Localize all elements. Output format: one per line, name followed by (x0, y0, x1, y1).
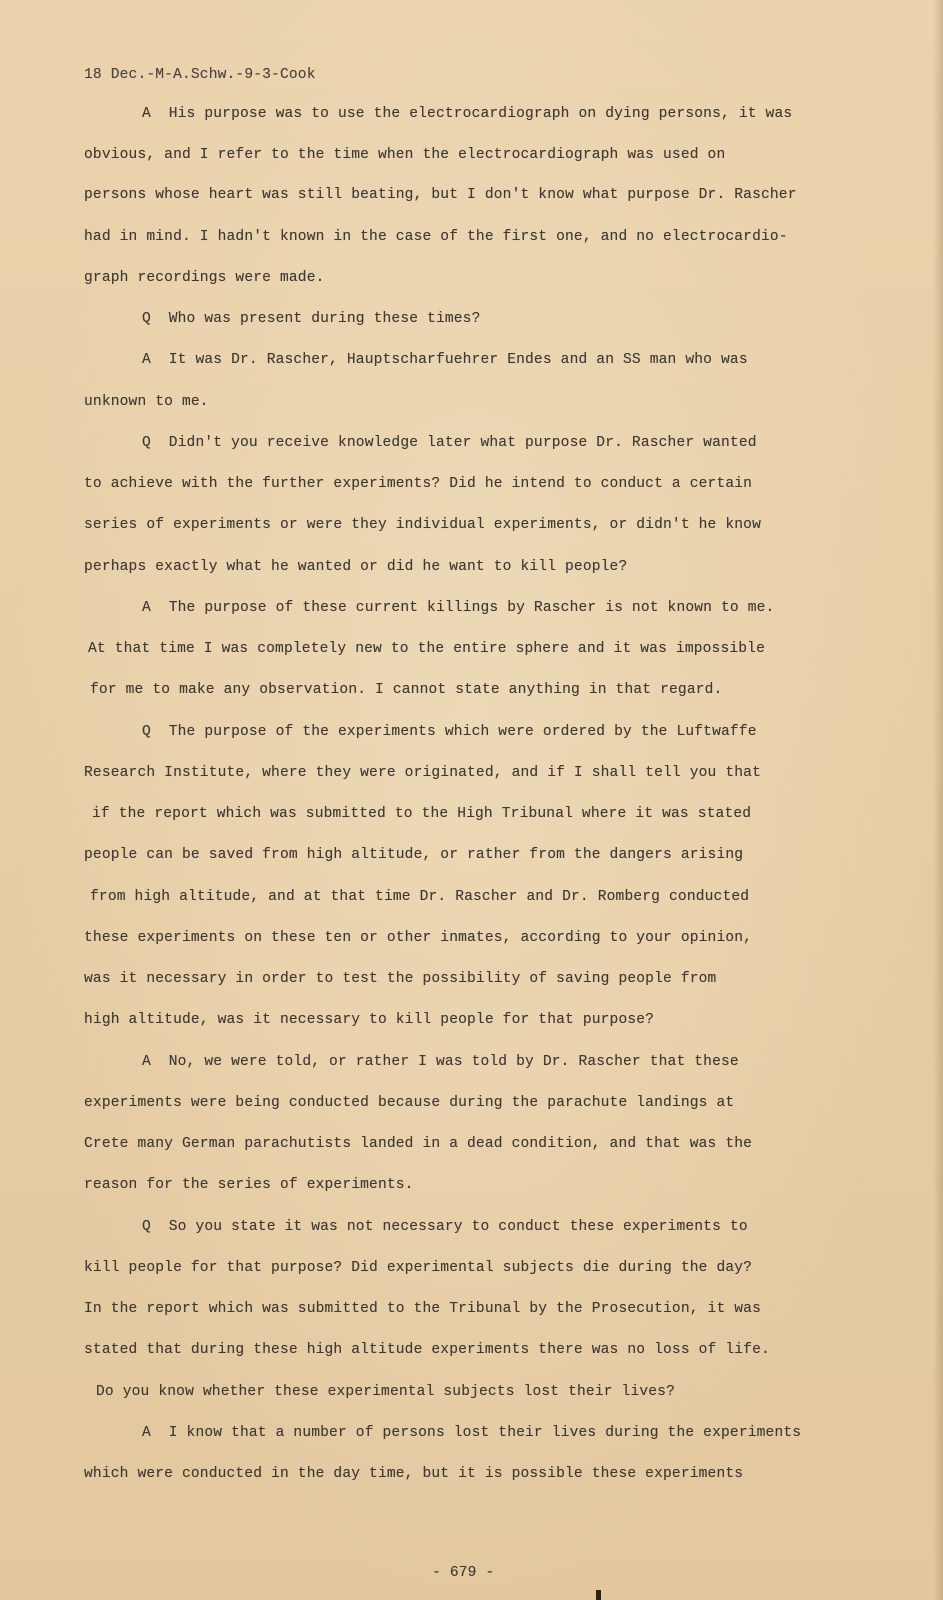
transcript-line: people can be saved from high altitude, or rather from the dangers arising (84, 847, 744, 863)
transcript-line: for me to make any observation. I cannot state anything in that regard. (90, 682, 723, 698)
transcript-line: was it necessary in order to test the possibility of saving people from (84, 971, 717, 987)
transcript-line: to achieve with the further experiments? Did he intend to conduct a certain (84, 476, 753, 492)
transcript-line: Q So you state it was not necessary to conduct these experiments to (142, 1219, 748, 1235)
page-header: 18 Dec.-M-A.Schw.-9-3-Cook (84, 67, 316, 83)
transcript-line: Do you know whether these experimental subjects lost their lives? (96, 1384, 675, 1400)
transcript-line: A The purpose of these current killings by Rascher is not known to me. (142, 600, 775, 616)
transcript-line: Q Who was present during these times? (142, 311, 481, 327)
binding-mark (596, 1590, 601, 1600)
transcript-line: which were conducted in the day time, but it is possible these experiments (84, 1466, 744, 1482)
transcript-line: Crete many German parachutists landed in a dead condition, and that was the (84, 1136, 753, 1152)
transcript-line: unknown to me. (84, 394, 209, 410)
transcript-line: A His purpose was to use the electrocardiograph on dying persons, it was (142, 106, 793, 122)
transcript-line: experiments were being conducted because during the parachute landings at (84, 1095, 735, 1111)
transcript-line: A I know that a number of persons lost their lives during the experiments (142, 1425, 802, 1441)
transcript-line: persons whose heart was still beating, but I don't know what purpose Dr. Rascher (84, 187, 797, 203)
transcript-line: A No, we were told, or rather I was told by Dr. Rascher that these (142, 1054, 739, 1070)
transcript-line: obvious, and I refer to the time when the electrocardiograph was used on (84, 147, 726, 163)
transcript-line: series of experiments or were they individual experiments, or didn't he know (84, 517, 761, 533)
transcript-line: from high altitude, and at that time Dr. Rascher and Dr. Romberg conducted (90, 889, 750, 905)
transcript-line: In the report which was submitted to the Tribunal by the Prosecution, it was (84, 1301, 761, 1317)
transcript-line: Research Institute, where they were originated, and if I shall tell you that (84, 765, 761, 781)
transcript-line: graph recordings were made. (84, 270, 325, 286)
transcript-line: perhaps exactly what he wanted or did he want to kill people? (84, 559, 628, 575)
transcript-line: high altitude, was it necessary to kill people for that purpose? (84, 1012, 655, 1028)
transcript-line: kill people for that purpose? Did experimental subjects die during the day? (84, 1260, 753, 1276)
transcript-line: had in mind. I hadn't known in the case of the first one, and no electrocardio- (84, 229, 788, 245)
transcript-line: At that time I was completely new to the entire sphere and it was impossible (88, 641, 765, 657)
transcript-line: if the report which was submitted to the High Tribunal where it was stated (92, 806, 752, 822)
transcript-line: A It was Dr. Rascher, Hauptscharfuehrer Endes and an SS man who was (142, 352, 748, 368)
transcript-line: these experiments on these ten or other inmates, according to your opinion, (84, 930, 753, 946)
transcript-line: reason for the series of experiments. (84, 1177, 414, 1193)
transcript-line: Q The purpose of the experiments which were ordered by the Luftwaffe (142, 724, 757, 740)
transcript-line: stated that during these high altitude experiments there was no loss of life. (84, 1342, 770, 1358)
page-number: - 679 - (432, 1565, 495, 1581)
transcript-line: Q Didn't you receive knowledge later what purpose Dr. Rascher wanted (142, 435, 757, 451)
